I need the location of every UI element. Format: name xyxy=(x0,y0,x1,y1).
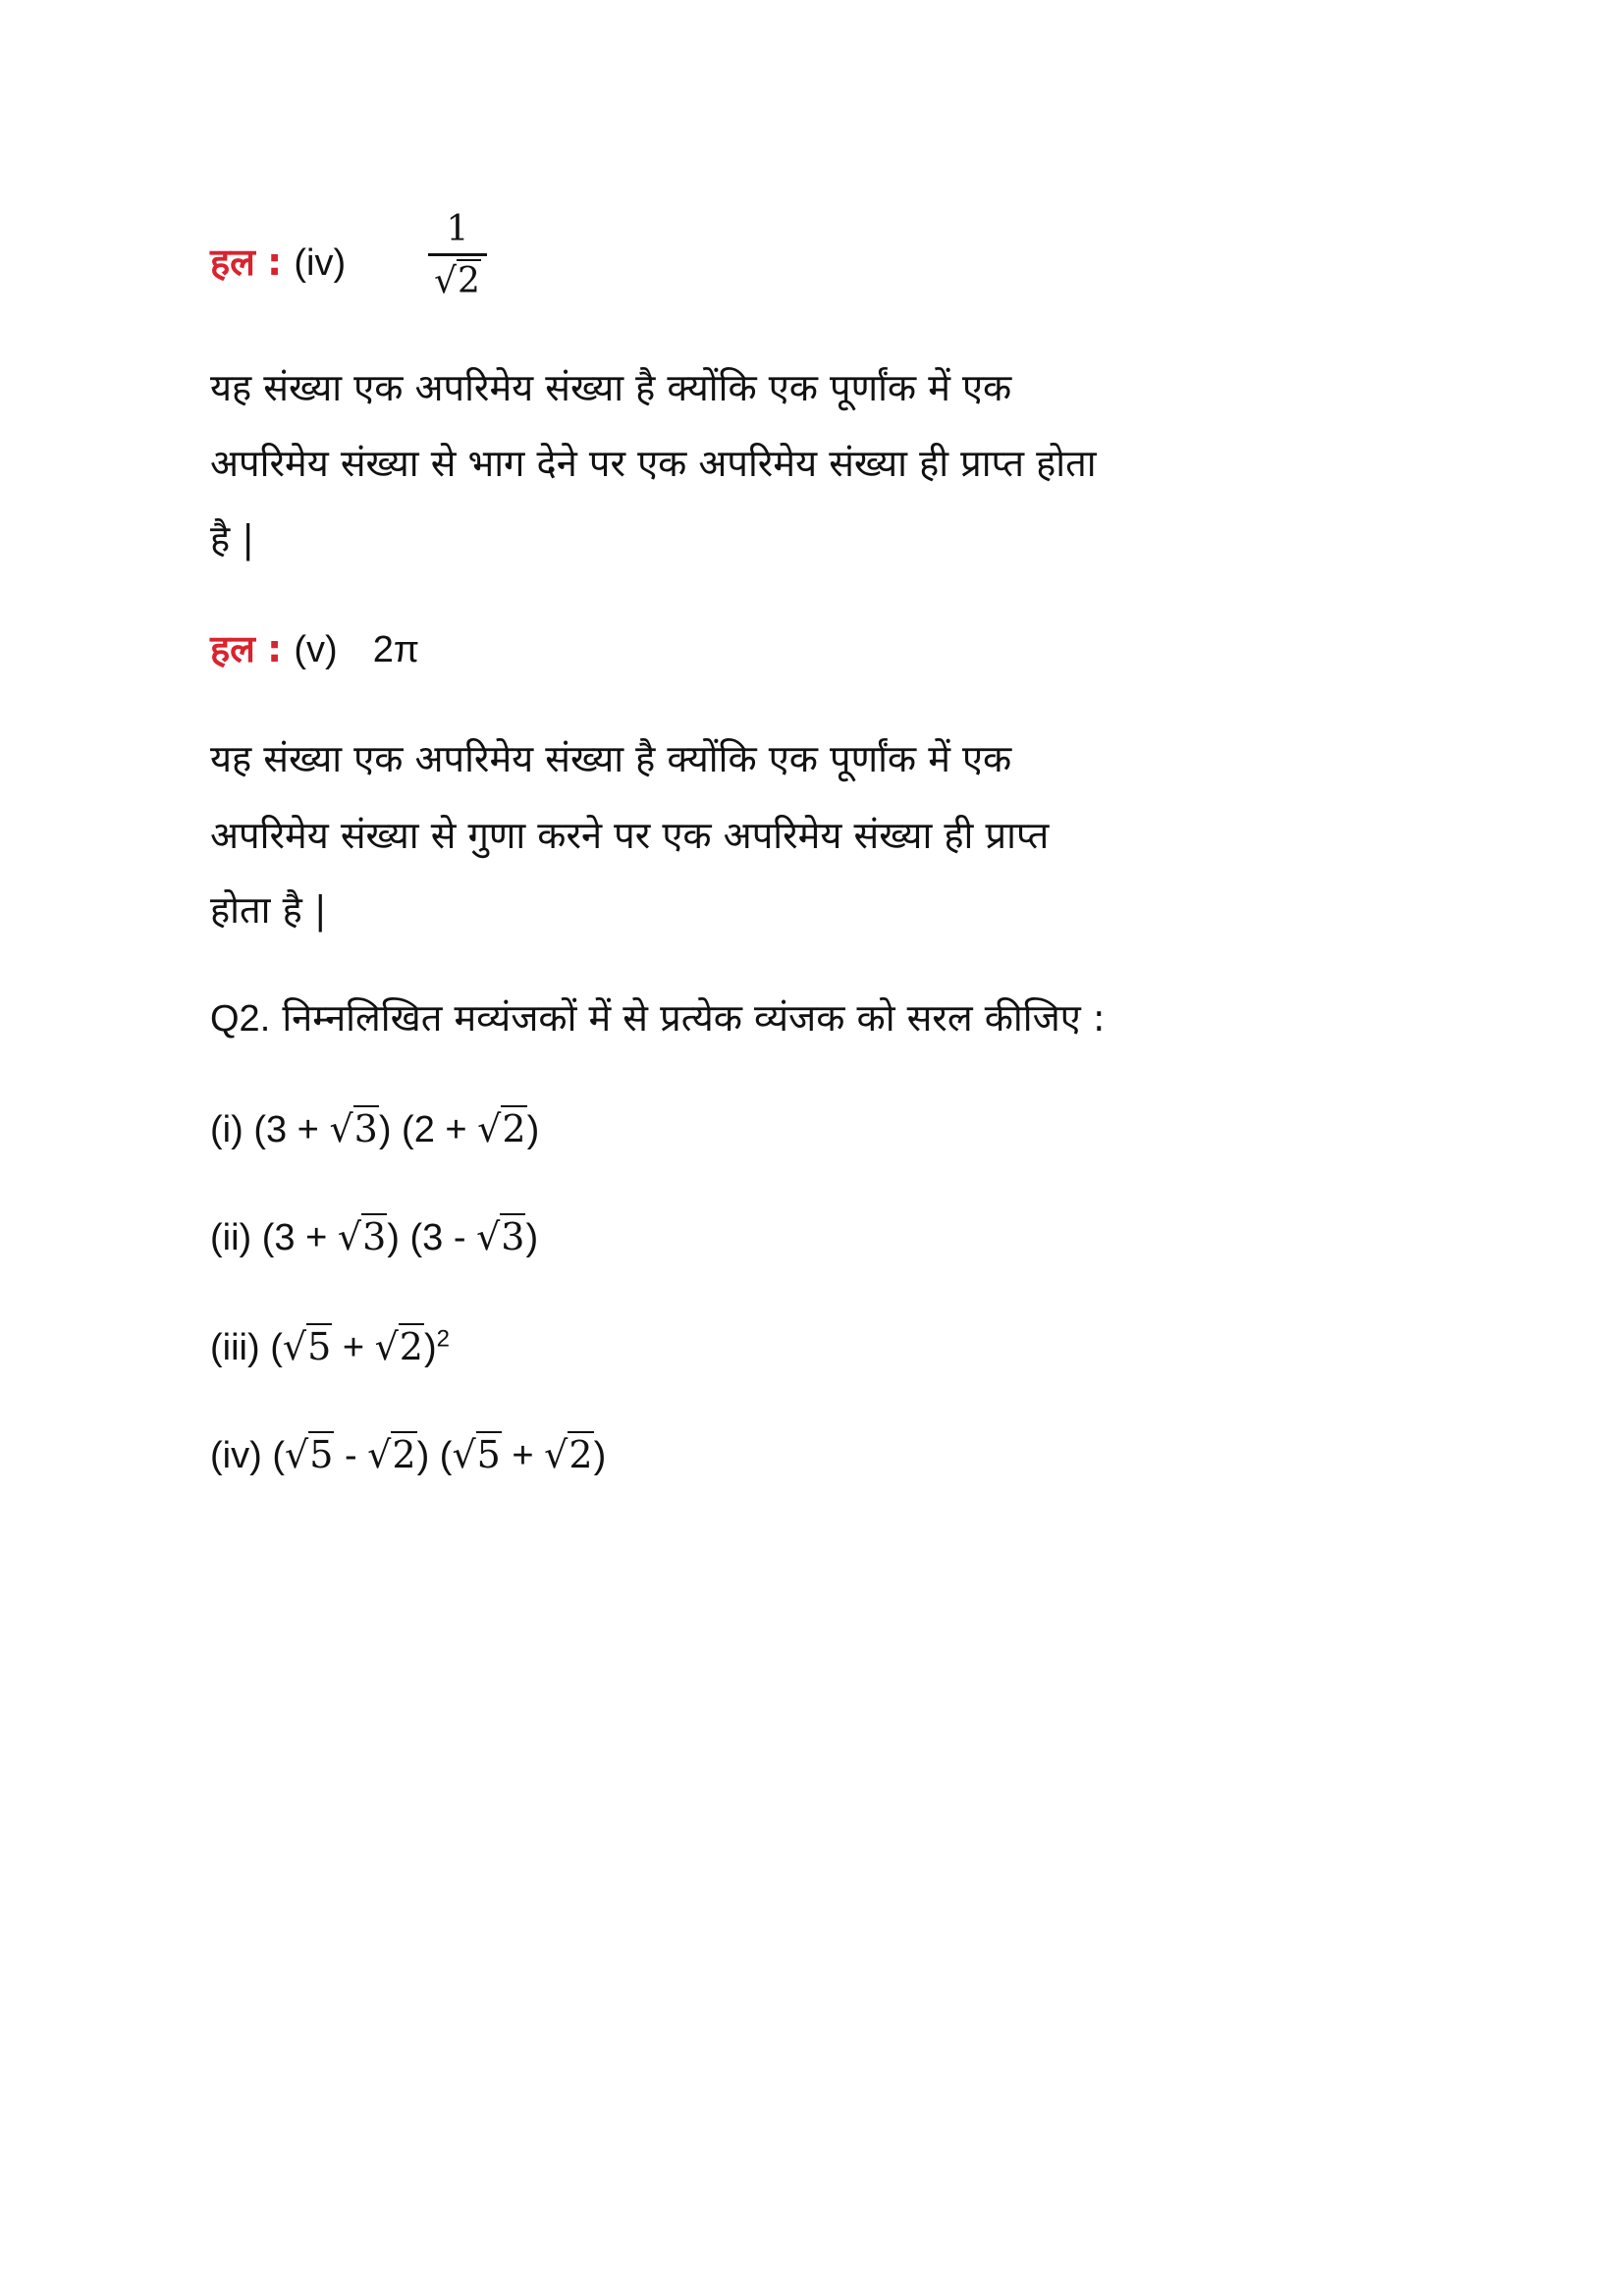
sqrt-icon: √ xyxy=(477,1107,502,1150)
para2-line3: होता है | xyxy=(210,888,327,932)
question-text: निम्नलिखित मव्यंजकों में से प्रत्येक व्यंजक को सरल कीजिए : xyxy=(282,996,1106,1040)
question-number: Q2. xyxy=(210,998,271,1040)
para1-line2: अपरिमेय संख्या से भाग देने पर एक अपरिमेय संख्या ही प्राप्त होता xyxy=(210,442,1097,485)
sqrt-icon: √ xyxy=(337,1215,362,1258)
sqrt-icon: √ xyxy=(284,1433,309,1476)
solution-v-heading xyxy=(210,627,420,670)
q2-item-iii: (iii) $(√5 + √2)^2$ xyxy=(210,1325,450,1368)
question-2 xyxy=(210,996,1106,1040)
sqrt-icon: √ xyxy=(329,1107,353,1150)
solution-colon: : xyxy=(267,627,283,670)
sqrt-icon: √ xyxy=(544,1433,568,1476)
q2-item-iv: (iv) (√5 - √2) (√5 + √2) xyxy=(210,1433,607,1476)
fraction-denominator: √2 xyxy=(434,261,480,301)
expression-two-pi: 2π xyxy=(372,629,420,670)
solution-label: हल xyxy=(210,627,255,670)
para1-line3: है | xyxy=(210,517,255,561)
exponent: 2 xyxy=(436,1325,450,1353)
q2-item-i: (i) (3 + √3) (2 + √2) xyxy=(210,1107,540,1150)
fraction-bar xyxy=(428,253,487,256)
solution-label: हल xyxy=(210,240,255,284)
sqrt-icon: √ xyxy=(476,1215,501,1258)
sqrt-icon: √ xyxy=(452,1433,476,1476)
sqrt-icon: √ xyxy=(282,1325,307,1368)
sqrt-icon: √ xyxy=(434,261,458,301)
para2-line2: अपरिमेय संख्या से गुणा करने पर एक अपरिमेय संख्या ही प्राप्त xyxy=(210,814,1050,857)
sqrt-icon: √ xyxy=(367,1433,392,1476)
sqrt-icon: √ xyxy=(374,1325,399,1368)
solution-iv-heading xyxy=(210,240,347,284)
solution-colon: : xyxy=(267,240,283,284)
fraction-numerator: 1 xyxy=(446,209,469,249)
para1-line1: यह संख्या एक अपरिमेय संख्या है क्योंकि एक पूर्णांक में एक xyxy=(210,366,1012,409)
fraction-one-over-root-two xyxy=(428,208,487,303)
para2-line1: यह संख्या एक अपरिमेय संख्या है क्योंकि एक पूर्णांक में एक xyxy=(210,737,1012,780)
q2-item-ii: (ii) (3 + √3) (3 - √3) xyxy=(210,1215,539,1258)
part-label: (v) xyxy=(294,629,338,670)
part-label: (iv) xyxy=(294,242,347,284)
